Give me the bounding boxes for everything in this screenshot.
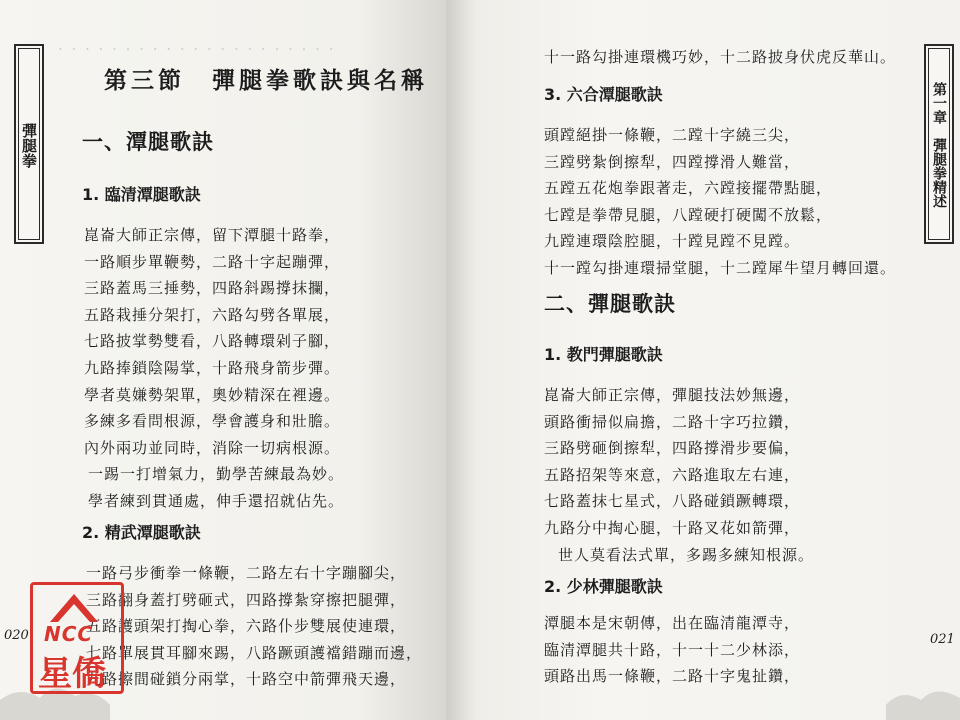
verse-line: 潭腿本是宋朝傳，出在臨清龍潭寺，: [544, 614, 801, 632]
section-title: 第三節 彈腿拳歌訣與名稱: [104, 67, 428, 94]
verse-line: 世人莫看法式單，多踢多練知根源。: [558, 545, 815, 564]
heading-shaolin: 2. 少林彈腿歌訣: [544, 577, 663, 596]
verse-line: 九路分中掏心腿，十路叉花如箭彈，: [544, 519, 801, 537]
verse-line: 一踢一打增氣力，勤學苦練最為妙。: [88, 465, 345, 484]
verse-line: 崑崙大師正宗傳，彈腿技法妙無邊，: [544, 386, 801, 404]
verse-line: 五蹚五花炮拳跟著走，六蹚接擺帶點腿，: [544, 179, 833, 198]
verse-line: 十一蹚勾掛連環掃堂腿，十二蹚犀牛望月轉回還。: [544, 259, 897, 277]
heading-linqing: 1. 臨清潭腿歌訣: [82, 185, 201, 204]
verse-line: 七蹚是拳帶見腿，八蹚硬打硬闖不放鬆，: [544, 205, 833, 224]
verse-line: 多練多看問根源，學會護身和壯膽。: [84, 412, 341, 431]
chapter-side-tab: [14, 44, 44, 244]
heading-liuhe: 3. 六合潭腿歌訣: [544, 85, 663, 104]
verse-line: 五路栽捶分架打，六路勾劈各單展，: [84, 305, 341, 324]
verse-line: 頭路出馬一條鞭，二路十字鬼扯鑽，: [544, 667, 801, 686]
verse-line: 七路蓋抹七星式，八路碰鎖蹶轉環，: [544, 492, 801, 511]
page-number-left: 020: [4, 628, 29, 643]
verse-line: 頭路衝掃似扁擔，二路十字巧拉鑽，: [544, 412, 801, 431]
side-tab-label-right: 第一章 彈腿拳精述: [931, 82, 947, 208]
verse-line: 頭蹚絕掛一條鞭，二蹚十字繞三尖，: [544, 126, 801, 144]
verse-line: 七路單展貫耳腳來踢，八路蹶頭護襠錯蹦而邊，: [86, 643, 423, 662]
cloud-ornament-right: [876, 660, 960, 720]
verse-line: 學者練到貫通處，伸手還招就佔先。: [88, 492, 345, 510]
watermark-latin: NCC: [44, 622, 94, 646]
heading-jingwu: 2. 精武潭腿歌訣: [82, 523, 201, 542]
verse-line: 臨清潭腿共十路，十一十二少林添，: [544, 640, 801, 659]
verse-line: 九路擦間碰鎖分兩掌，十路空中箭彈飛天邊，: [86, 670, 407, 689]
heading-jiaomen: 1. 教門彈腿歌訣: [544, 345, 663, 364]
side-tab-label: 彈腿拳: [20, 122, 38, 168]
verse-line: 九蹚連環陰腔腿，十蹚見蹚不見蹚。: [544, 232, 801, 251]
verse-line: 七路披掌勢雙看，八路轉環剁子腳，: [84, 332, 341, 351]
bleed-through-text: · · · · · · · · · · · · · · · · · · · · ·: [58, 40, 336, 58]
verse-line: 一路順步單鞭勢，二路十字起蹦彈，: [84, 252, 341, 271]
watermark-chinese: 星僑: [38, 654, 106, 694]
verse-line: 五路護頭架打掏心拳，六路仆步雙展使連環，: [86, 617, 407, 636]
heading-tantui-songs: 一、潭腿歌訣: [82, 129, 214, 154]
left-page: [0, 0, 446, 720]
verse-line: 一路弓步衝拳一條鞭，二路左右十字蹦腳尖，: [86, 564, 407, 582]
page-number-right: 021: [930, 632, 955, 647]
verse-line: 九路捧鎖陰陽掌，十路飛身箭步彈。: [84, 359, 341, 377]
verse-line: 三路翻身蓋打劈砸式，四路撐紮穿擦把腿彈，: [86, 590, 407, 609]
verse-line: 崑崙大師正宗傳，留下潭腿十路拳，: [84, 226, 341, 244]
heading-tantui-songs-2: 二、彈腿歌訣: [544, 291, 676, 316]
verse-line: 五路招架等來意，六路進取左右連，: [544, 465, 801, 484]
right-page: [446, 0, 960, 720]
verse-line: 三路蓋馬三捶勢，四路斜踢撐抹攔，: [84, 279, 341, 298]
ncc-watermark-logo: [30, 582, 122, 692]
verse-line: 學者莫嫌勢架單，奧妙精深在裡邊。: [84, 385, 341, 404]
verse-line: 內外兩功並同時，消除一切病根源。: [84, 438, 341, 457]
verse-line: 十一路勾掛連環機巧妙，十二路披身伏虎反華山。: [544, 48, 897, 66]
chapter-side-tab-right: [924, 44, 954, 244]
verse-line: 三路劈砸倒擦犁，四路撐滑步要偏，: [544, 439, 801, 458]
verse-line: 三蹚劈紮倒擦犁，四蹚撐滑人難當，: [544, 152, 801, 171]
